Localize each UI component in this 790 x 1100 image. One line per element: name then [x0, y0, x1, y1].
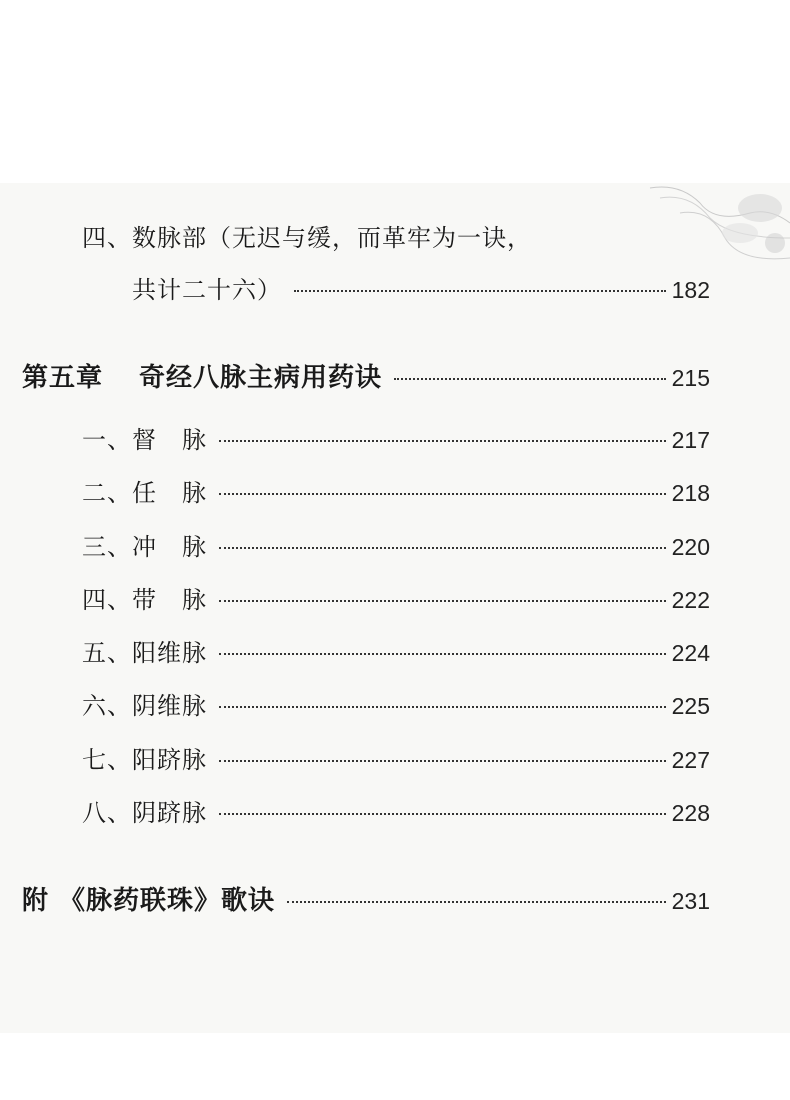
toc-entry-section4-line1 [82, 218, 532, 253]
dot-leader [219, 493, 666, 495]
dot-leader [219, 600, 666, 602]
entry-label: 七、阳跻脉 [82, 746, 207, 774]
toc-entry-section4-line2[interactable] [132, 270, 710, 305]
page-number: 218 [671, 480, 710, 506]
entry-label: 八、阴跻脉 [82, 799, 207, 827]
page-number: 227 [671, 747, 710, 773]
toc-entry[interactable] [82, 527, 710, 562]
toc-entry[interactable] [82, 686, 710, 721]
toc-appendix[interactable] [22, 880, 710, 917]
entry-label: 三、冲 脉 [82, 533, 207, 561]
chapter-title: 奇经八脉主病用药诀 [139, 363, 383, 393]
page-number: 222 [671, 587, 710, 613]
dot-leader [219, 760, 666, 762]
dot-leader [294, 290, 666, 292]
toc-entry[interactable] [82, 740, 710, 775]
entry-label: 四、带 脉 [82, 586, 207, 614]
entry-label: 四、数脉部（无迟与缓，而革牢为一诀， [82, 224, 532, 252]
page-number: 217 [671, 427, 710, 453]
toc-chapter-5[interactable] [22, 357, 710, 394]
page-number: 220 [671, 534, 710, 560]
entry-label: 共计二十六） [132, 276, 282, 304]
page-number: 182 [671, 277, 710, 303]
toc-entry[interactable] [82, 793, 710, 828]
page-number: 224 [671, 640, 710, 666]
entry-label: 六、阴维脉 [82, 692, 207, 720]
entry-label: 五、阳维脉 [82, 639, 207, 667]
dot-leader [219, 813, 666, 815]
dot-leader [287, 901, 666, 903]
toc-entry[interactable] [82, 580, 710, 615]
page-number: 231 [671, 888, 710, 914]
toc-entry[interactable] [82, 473, 710, 508]
page-number: 228 [671, 800, 710, 826]
dot-leader [219, 706, 666, 708]
toc-entry[interactable] [82, 633, 710, 668]
dot-leader [219, 547, 666, 549]
corner-ornament [640, 183, 790, 273]
entry-label: 二、任 脉 [82, 479, 207, 507]
page-number: 215 [671, 365, 710, 391]
dot-leader [219, 440, 666, 442]
entry-label: 一、督 脉 [82, 426, 207, 454]
appendix-title: 附 《脉药联珠》歌诀 [22, 886, 276, 916]
dot-leader [394, 378, 666, 380]
toc-entry[interactable] [82, 420, 710, 455]
page-number: 225 [671, 693, 710, 719]
chapter-number: 第五章 [22, 363, 104, 393]
dot-leader [219, 653, 666, 655]
